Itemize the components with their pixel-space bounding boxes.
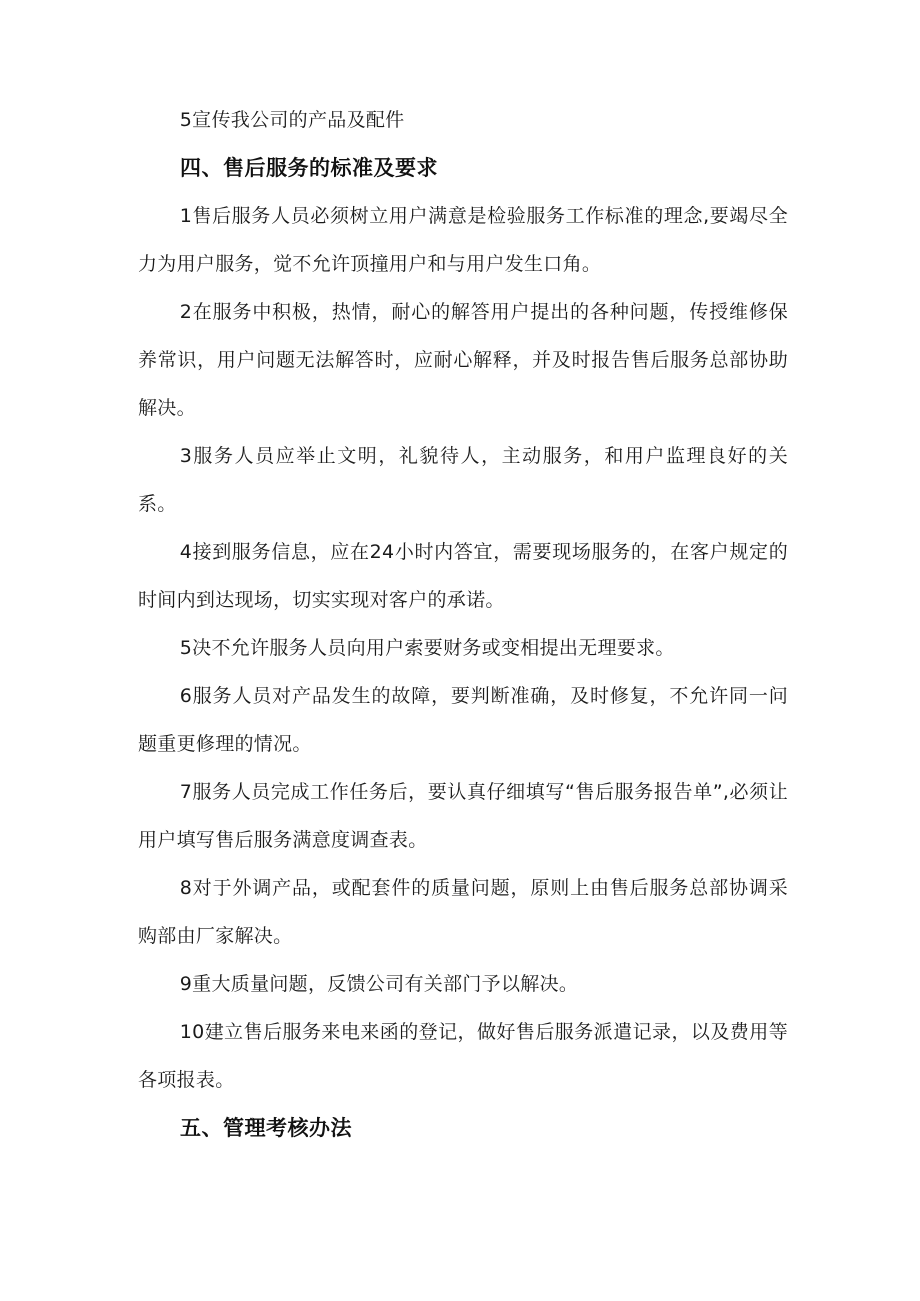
paragraph-standard-5: 5决不允许服务人员向用户索要财务或变相提出无理要求。 bbox=[179, 637, 675, 659]
paragraph-standard-8: 8对于外调产品，或配套件的质量问题，原则上由售后服务总部协调采购部由厂家解决。 bbox=[138, 877, 788, 947]
paragraph-standard-1: 1售后服务人员必须树立用户满意是检验服务工作标准的理念,要竭尽全力为用户服务，觉不允许顶撞用户和与用户发生口角。 bbox=[138, 205, 788, 275]
document-body bbox=[138, 96, 788, 1152]
paragraph-standard-6: 6服务人员对产品发生的故障，要判断准确，及时修复，不允许同一问题重更修理的情况。 bbox=[138, 685, 788, 755]
paragraph-standard-9: 9重大质量问题，反馈公司有关部门予以解决。 bbox=[179, 973, 579, 995]
paragraph-standard-7: 7服务人员完成工作任务后，要认真仔细填写“售后服务报告单”,必须让用户填写售后服务满意度调查表。 bbox=[138, 781, 788, 851]
paragraph-standard-10: 10建立售后服务来电来函的登记，做好售后服务派遣记录，以及费用等各项报表。 bbox=[138, 1021, 788, 1091]
paragraph-item-5-promotion: 5宣传我公司的产品及配件 bbox=[179, 109, 405, 131]
section-heading-5: 五、管理考核办法 bbox=[180, 1116, 352, 1140]
paragraph-standard-4: 4接到服务信息，应在24小时内答宜，需要现场服务的，在客户规定的时间内到达现场，切实实现对客户的承诺。 bbox=[138, 541, 788, 611]
paragraph-standard-2: 2在服务中积极，热情，耐心的解答用户提出的各种问题，传授维修保养常识，用户问题无法解答时，应耐心解释，并及时报告售后服务总部协助解决。 bbox=[138, 301, 788, 419]
section-heading-4: 四、售后服务的标准及要求 bbox=[180, 156, 438, 180]
paragraph-standard-3: 3服务人员应举止文明，礼貌待人，主动服务，和用户监理良好的关系。 bbox=[138, 445, 788, 515]
